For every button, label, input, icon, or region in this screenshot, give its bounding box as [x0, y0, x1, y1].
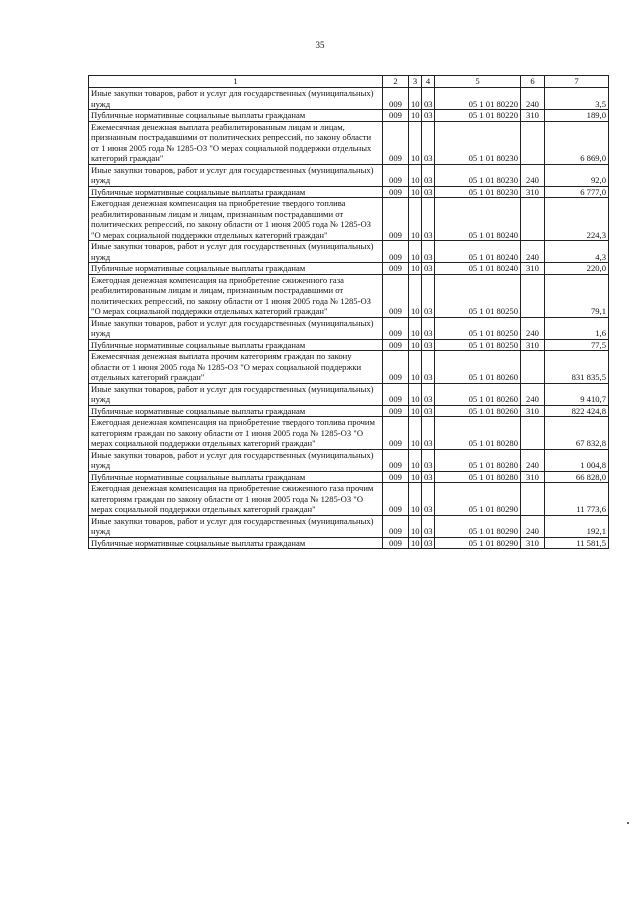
description-cell: Публичные нормативные социальные выплаты гражданам: [89, 110, 383, 122]
description-cell: Публичные нормативные социальные выплаты гражданам: [89, 339, 383, 351]
amount-cell: 831 835,5: [545, 351, 609, 384]
expense-type-cell: 240: [521, 449, 545, 471]
description-cell: Иные закупки товаров, работ и услуг для государственных (муниципальных) нужд: [89, 88, 383, 110]
target-code-cell: 05 1 01 80280: [435, 417, 521, 450]
expense-type-cell: 240: [521, 515, 545, 537]
admin-code-cell: 009: [383, 405, 409, 417]
target-code-cell: 05 1 01 80220: [435, 110, 521, 122]
description-cell: Иные закупки товаров, работ и услуг для государственных (муниципальных) нужд: [89, 449, 383, 471]
target-code-cell: 05 1 01 80250: [435, 339, 521, 351]
table-row: [89, 351, 609, 384]
expense-type-cell: 310: [521, 537, 545, 549]
admin-code-cell: 009: [383, 317, 409, 339]
subsection-cell: 03: [422, 339, 435, 351]
admin-code-cell: 009: [383, 274, 409, 317]
expense-type-cell: [521, 121, 545, 164]
amount-cell: 220,0: [545, 263, 609, 275]
section-cell: 10: [409, 471, 422, 483]
expense-type-cell: 310: [521, 110, 545, 122]
subsection-cell: 03: [422, 164, 435, 186]
amount-cell: 6 869,0: [545, 121, 609, 164]
table-row: [89, 88, 609, 110]
expense-type-cell: [521, 483, 545, 516]
subsection-cell: 03: [422, 110, 435, 122]
admin-code-cell: 009: [383, 121, 409, 164]
subsection-cell: 03: [422, 537, 435, 549]
section-cell: 10: [409, 483, 422, 516]
table-row: [89, 110, 609, 122]
amount-cell: 6 777,0: [545, 186, 609, 198]
amount-cell: 192,1: [545, 515, 609, 537]
description-cell: Публичные нормативные социальные выплаты гражданам: [89, 186, 383, 198]
header-cell: 3: [409, 76, 422, 88]
subsection-cell: 03: [422, 263, 435, 275]
target-code-cell: 05 1 01 80290: [435, 483, 521, 516]
target-code-cell: 05 1 01 80230: [435, 186, 521, 198]
admin-code-cell: 009: [383, 449, 409, 471]
table-row: [89, 471, 609, 483]
admin-code-cell: 009: [383, 351, 409, 384]
target-code-cell: 05 1 01 80260: [435, 405, 521, 417]
section-cell: 10: [409, 317, 422, 339]
expense-type-cell: 310: [521, 339, 545, 351]
amount-cell: 189,0: [545, 110, 609, 122]
description-cell: Ежегодная денежная компенсация на приобретение сжиженного газа прочим категориям граждан по закону области от 1 июня 2005 года № 1285-ОЗ "О мерах социальной поддержки отдельных категорий граждан": [89, 483, 383, 516]
description-cell: Иные закупки товаров, работ и услуг для государственных (муниципальных) нужд: [89, 241, 383, 263]
expense-type-cell: 240: [521, 383, 545, 405]
stray-dot: [627, 822, 629, 824]
description-cell: Публичные нормативные социальные выплаты гражданам: [89, 263, 383, 275]
target-code-cell: 05 1 01 80290: [435, 515, 521, 537]
subsection-cell: 03: [422, 449, 435, 471]
admin-code-cell: 009: [383, 186, 409, 198]
description-cell: Ежегодная денежная компенсация на приобретение твердого топлива реабилитированным лицам и лицам, признанным пострадавшими от политических репрессий, по закону области от 1 июня 2005 года № 1285-ОЗ "О мерах социальной поддержки отдельных категорий граждан": [89, 198, 383, 241]
subsection-cell: 03: [422, 471, 435, 483]
section-cell: 10: [409, 263, 422, 275]
section-cell: 10: [409, 274, 422, 317]
amount-cell: 79,1: [545, 274, 609, 317]
admin-code-cell: 009: [383, 339, 409, 351]
description-cell: Публичные нормативные социальные выплаты гражданам: [89, 471, 383, 483]
expense-type-cell: 310: [521, 471, 545, 483]
amount-cell: 1,6: [545, 317, 609, 339]
expense-type-cell: [521, 198, 545, 241]
subsection-cell: 03: [422, 405, 435, 417]
target-code-cell: 05 1 01 80260: [435, 383, 521, 405]
subsection-cell: 03: [422, 88, 435, 110]
header-cell: 2: [383, 76, 409, 88]
subsection-cell: 03: [422, 515, 435, 537]
subsection-cell: 03: [422, 317, 435, 339]
table-row: [89, 198, 609, 241]
expense-type-cell: [521, 274, 545, 317]
target-code-cell: 05 1 01 80220: [435, 88, 521, 110]
amount-cell: 4,3: [545, 241, 609, 263]
section-cell: 10: [409, 339, 422, 351]
section-cell: 10: [409, 405, 422, 417]
description-cell: Ежегодная денежная компенсация на приобретение сжиженного газа реабилитированным лицам и лицам, признанным пострадавшими от политических репрессий, по закону области от 1 июня 2005 года № 1285-ОЗ "О мерах социальной поддержки отдельных категорий граждан": [89, 274, 383, 317]
section-cell: 10: [409, 537, 422, 549]
description-cell: Публичные нормативные социальные выплаты гражданам: [89, 405, 383, 417]
subsection-cell: 03: [422, 241, 435, 263]
description-cell: Иные закупки товаров, работ и услуг для государственных (муниципальных) нужд: [89, 164, 383, 186]
section-cell: 10: [409, 88, 422, 110]
target-code-cell: 05 1 01 80240: [435, 198, 521, 241]
expense-type-cell: 310: [521, 186, 545, 198]
section-cell: 10: [409, 417, 422, 450]
table-row: [89, 515, 609, 537]
admin-code-cell: 009: [383, 263, 409, 275]
target-code-cell: 05 1 01 80250: [435, 274, 521, 317]
expense-type-cell: 240: [521, 88, 545, 110]
target-code-cell: 05 1 01 80240: [435, 263, 521, 275]
header-row: [89, 76, 609, 88]
table-row: [89, 317, 609, 339]
amount-cell: 67 832,8: [545, 417, 609, 450]
target-code-cell: 05 1 01 80250: [435, 317, 521, 339]
target-code-cell: 05 1 01 80280: [435, 471, 521, 483]
section-cell: 10: [409, 121, 422, 164]
header-cell: 5: [435, 76, 521, 88]
section-cell: 10: [409, 164, 422, 186]
amount-cell: 3,5: [545, 88, 609, 110]
amount-cell: 11 773,6: [545, 483, 609, 516]
amount-cell: 77,5: [545, 339, 609, 351]
admin-code-cell: 009: [383, 417, 409, 450]
amount-cell: 92,0: [545, 164, 609, 186]
target-code-cell: 05 1 01 80230: [435, 164, 521, 186]
table-row: [89, 405, 609, 417]
target-code-cell: 05 1 01 80230: [435, 121, 521, 164]
table-row: [89, 164, 609, 186]
admin-code-cell: 009: [383, 198, 409, 241]
expense-type-cell: 310: [521, 405, 545, 417]
subsection-cell: 03: [422, 351, 435, 384]
budget-table: [88, 75, 609, 549]
amount-cell: 224,3: [545, 198, 609, 241]
admin-code-cell: 009: [383, 515, 409, 537]
admin-code-cell: 009: [383, 110, 409, 122]
table-row: [89, 274, 609, 317]
table-row: [89, 241, 609, 263]
amount-cell: 66 828,0: [545, 471, 609, 483]
target-code-cell: 05 1 01 80280: [435, 449, 521, 471]
admin-code-cell: 009: [383, 471, 409, 483]
header-cell: 7: [545, 76, 609, 88]
page-number: 35: [315, 40, 325, 50]
section-cell: 10: [409, 515, 422, 537]
admin-code-cell: 009: [383, 383, 409, 405]
description-cell: Иные закупки товаров, работ и услуг для государственных (муниципальных) нужд: [89, 515, 383, 537]
section-cell: 10: [409, 198, 422, 241]
expense-type-cell: 310: [521, 263, 545, 275]
expense-type-cell: [521, 351, 545, 384]
section-cell: 10: [409, 241, 422, 263]
description-cell: Ежемесячная денежная выплата прочим категориям граждан по закону области от 1 июня 2005 года № 1285-ОЗ "О мерах социальной поддержки отдельных категорий граждан": [89, 351, 383, 384]
table-row: [89, 339, 609, 351]
description-cell: Ежемесячная денежная выплата реабилитированным лицам и лицам, признанным пострадавшими от политических репрессий, по закону области от 1 июня 2005 года № 1285-ОЗ "О мерах социальной поддержки отдельных категорий граждан": [89, 121, 383, 164]
subsection-cell: 03: [422, 121, 435, 164]
amount-cell: 9 410,7: [545, 383, 609, 405]
amount-cell: 11 581,5: [545, 537, 609, 549]
target-code-cell: 05 1 01 80240: [435, 241, 521, 263]
description-cell: Ежегодная денежная компенсация на приобретение твердого топлива прочим категориям граждан по закону области от 1 июня 2005 года № 1285-ОЗ "О мерах социальной поддержки отдельных категорий граждан": [89, 417, 383, 450]
target-code-cell: 05 1 01 80290: [435, 537, 521, 549]
admin-code-cell: 009: [383, 241, 409, 263]
subsection-cell: 03: [422, 383, 435, 405]
expense-type-cell: 240: [521, 317, 545, 339]
subsection-cell: 03: [422, 483, 435, 516]
description-cell: Иные закупки товаров, работ и услуг для государственных (муниципальных) нужд: [89, 383, 383, 405]
amount-cell: 1 004,8: [545, 449, 609, 471]
table-row: [89, 417, 609, 450]
target-code-cell: 05 1 01 80260: [435, 351, 521, 384]
expense-type-cell: 240: [521, 241, 545, 263]
admin-code-cell: 009: [383, 483, 409, 516]
expense-type-cell: [521, 417, 545, 450]
admin-code-cell: 009: [383, 537, 409, 549]
admin-code-cell: 009: [383, 88, 409, 110]
section-cell: 10: [409, 351, 422, 384]
header-cell: 1: [89, 76, 383, 88]
table-row: [89, 121, 609, 164]
table-row: [89, 383, 609, 405]
amount-cell: 822 424,8: [545, 405, 609, 417]
subsection-cell: 03: [422, 274, 435, 317]
section-cell: 10: [409, 383, 422, 405]
section-cell: 10: [409, 110, 422, 122]
table-row: [89, 263, 609, 275]
section-cell: 10: [409, 449, 422, 471]
table-row: [89, 483, 609, 516]
subsection-cell: 03: [422, 186, 435, 198]
description-cell: Иные закупки товаров, работ и услуг для государственных (муниципальных) нужд: [89, 317, 383, 339]
header-cell: 6: [521, 76, 545, 88]
header-cell: 4: [422, 76, 435, 88]
table-row: [89, 186, 609, 198]
table-row: [89, 537, 609, 549]
admin-code-cell: 009: [383, 164, 409, 186]
description-cell: Публичные нормативные социальные выплаты гражданам: [89, 537, 383, 549]
table-row: [89, 449, 609, 471]
expense-type-cell: 240: [521, 164, 545, 186]
subsection-cell: 03: [422, 198, 435, 241]
section-cell: 10: [409, 186, 422, 198]
subsection-cell: 03: [422, 417, 435, 450]
